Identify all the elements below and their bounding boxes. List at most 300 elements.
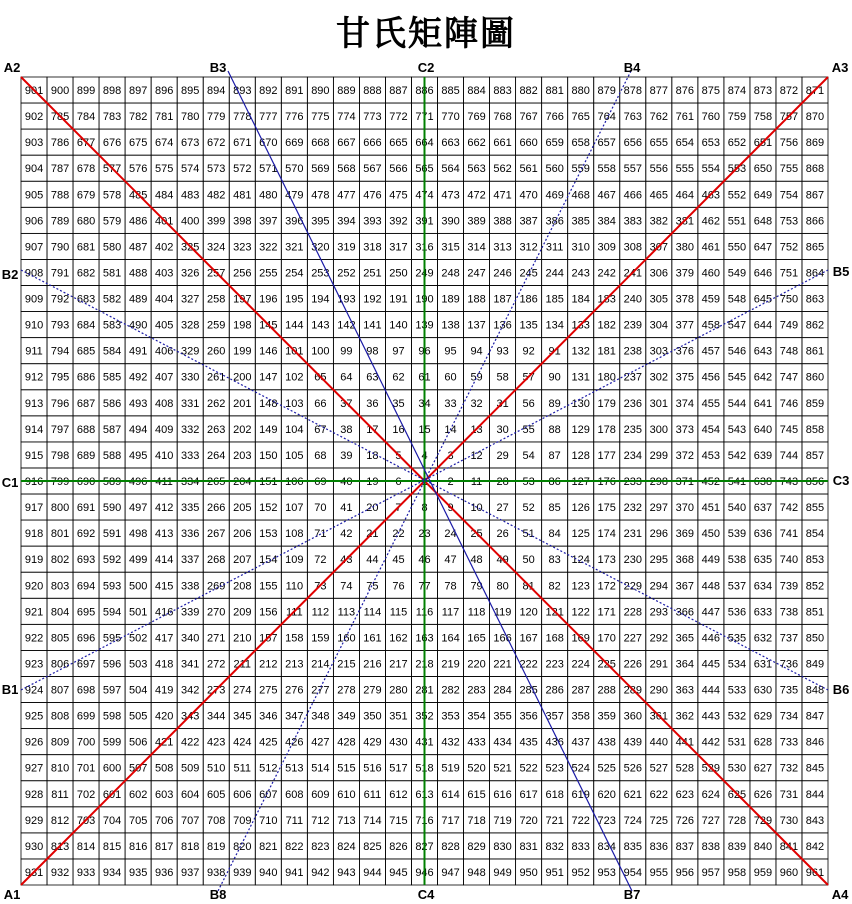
cell-number: 205 [233, 502, 251, 514]
grid-cell [464, 129, 490, 155]
cell-number: 874 [728, 85, 746, 97]
cell-number: 516 [363, 763, 381, 775]
grid-cell [359, 312, 385, 338]
cell-number: 940 [259, 867, 277, 879]
grid-cell [646, 442, 672, 468]
cell-number: 260 [207, 346, 225, 358]
cell-number: 555 [676, 163, 694, 175]
cell-number: 423 [207, 737, 225, 749]
grid-cell [620, 233, 646, 259]
cell-number: 245 [519, 267, 537, 279]
cell-number: 814 [77, 841, 95, 853]
grid-cell [698, 703, 724, 729]
grid-cell [229, 676, 255, 702]
cell-number: 483 [181, 189, 199, 201]
grid-cell [620, 729, 646, 755]
grid-cell [776, 729, 802, 755]
grid-cell [542, 807, 568, 833]
grid-cell [516, 416, 542, 442]
cell-number: 501 [129, 606, 147, 618]
cell-number: 173 [598, 554, 616, 566]
grid-cell [594, 129, 620, 155]
cell-number: 560 [545, 163, 563, 175]
cell-number: 318 [363, 241, 381, 253]
grid-cell [359, 286, 385, 312]
grid-cell [99, 650, 125, 676]
cell-number: 202 [233, 424, 251, 436]
cell-number: 607 [259, 789, 277, 801]
grid-cell [99, 494, 125, 520]
grid-cell [47, 781, 73, 807]
grid-cell [99, 338, 125, 364]
grid-cell [281, 207, 307, 233]
grid-cell [438, 650, 464, 676]
cell-number: 594 [103, 606, 121, 618]
grid-cell [125, 390, 151, 416]
cell-number: 429 [363, 737, 381, 749]
cell-number: 287 [572, 685, 590, 697]
grid-cell [516, 703, 542, 729]
cell-number: 864 [806, 267, 824, 279]
grid-cell [229, 572, 255, 598]
cell-number: 103 [285, 398, 303, 410]
cell-number: 292 [650, 632, 668, 644]
grid-cell [359, 207, 385, 233]
grid-cell [594, 807, 620, 833]
grid-cell [151, 520, 177, 546]
cell-number: 824 [337, 841, 355, 853]
grid-cell [255, 546, 281, 572]
cell-number: 597 [103, 685, 121, 697]
grid-cell [203, 416, 229, 442]
cell-number: 323 [233, 241, 251, 253]
cell-number: 774 [337, 111, 355, 123]
cell-number: 850 [806, 632, 824, 644]
cell-number: 869 [806, 137, 824, 149]
grid-cell [125, 364, 151, 390]
grid-cell [568, 364, 594, 390]
grid-cell [438, 703, 464, 729]
grid-cell [177, 546, 203, 572]
cell-number: 905 [25, 189, 43, 201]
cell-number: 578 [103, 189, 121, 201]
cell-number: 845 [806, 763, 824, 775]
grid-cell [203, 807, 229, 833]
grid-cell [281, 129, 307, 155]
grid-cell [255, 650, 281, 676]
grid-cell [47, 364, 73, 390]
grid-cell [750, 624, 776, 650]
grid-cell [802, 494, 828, 520]
grid-cell [73, 650, 99, 676]
grid-cell [307, 859, 333, 885]
cell-number: 829 [467, 841, 485, 853]
grid-cell [125, 338, 151, 364]
grid-cell [73, 259, 99, 285]
grid-cell [438, 312, 464, 338]
cell-number: 825 [363, 841, 381, 853]
grid-cell [307, 598, 333, 624]
grid-cell [47, 755, 73, 781]
grid-cell [99, 416, 125, 442]
grid-cell [229, 364, 255, 390]
grid-cell [802, 650, 828, 676]
grid-cell [99, 833, 125, 859]
grid-cell [750, 703, 776, 729]
grid-cell [542, 494, 568, 520]
cell-number: 576 [129, 163, 147, 175]
grid-cell [151, 546, 177, 572]
cell-number: 951 [545, 867, 563, 879]
grid-cell [229, 781, 255, 807]
cell-number: 313 [493, 241, 511, 253]
cell-number: 502 [129, 632, 147, 644]
grid-cell [333, 77, 359, 103]
grid-cell [229, 807, 255, 833]
cell-number: 908 [25, 267, 43, 279]
cell-number: 206 [233, 528, 251, 540]
grid-cell [359, 103, 385, 129]
cell-number: 885 [441, 85, 459, 97]
grid-cell [73, 833, 99, 859]
grid-cell [125, 129, 151, 155]
cell-number: 570 [285, 163, 303, 175]
grid-cell [281, 233, 307, 259]
cell-number: 22 [392, 528, 404, 540]
cell-number: 858 [806, 424, 824, 436]
cell-number: 60 [444, 372, 456, 384]
grid-cell [516, 781, 542, 807]
cell-number: 293 [650, 606, 668, 618]
cell-number: 94 [470, 346, 482, 358]
grid-cell [333, 833, 359, 859]
cell-number: 768 [493, 111, 511, 123]
grid-cell [724, 77, 750, 103]
cell-number: 85 [549, 502, 561, 514]
cell-number: 178 [598, 424, 616, 436]
grid-cell [151, 77, 177, 103]
label-b3: B3 [210, 60, 227, 75]
grid-cell [594, 781, 620, 807]
grid-cell [542, 546, 568, 572]
grid-cell [385, 859, 411, 885]
cell-number: 30 [496, 424, 508, 436]
grid-cell [698, 624, 724, 650]
grid-cell [333, 572, 359, 598]
grid-cell [99, 390, 125, 416]
cell-number: 143 [311, 320, 329, 332]
cell-number: 54 [523, 450, 535, 462]
cell-number: 783 [103, 111, 121, 123]
cell-number: 941 [285, 867, 303, 879]
cell-number: 652 [728, 137, 746, 149]
grid-cell [229, 416, 255, 442]
grid-cell [776, 598, 802, 624]
cell-number: 542 [728, 450, 746, 462]
cell-number: 937 [181, 867, 199, 879]
grid-cell [464, 233, 490, 259]
cell-number: 587 [103, 424, 121, 436]
grid-cell [724, 364, 750, 390]
cell-number: 365 [676, 632, 694, 644]
grid-cell [229, 598, 255, 624]
grid-cell [21, 572, 47, 598]
cell-number: 443 [702, 711, 720, 723]
grid-cell [177, 129, 203, 155]
cell-number: 794 [51, 346, 69, 358]
grid-cell [177, 572, 203, 598]
grid-cell [385, 364, 411, 390]
cell-number: 350 [363, 711, 381, 723]
grid-cell [177, 520, 203, 546]
cell-number: 213 [285, 658, 303, 670]
grid-cell [776, 703, 802, 729]
cell-number: 727 [702, 815, 720, 827]
cell-number: 199 [233, 346, 251, 358]
cell-number: 751 [780, 267, 798, 279]
grid-cell [203, 233, 229, 259]
grid-cell [490, 77, 516, 103]
grid-cell [177, 598, 203, 624]
cell-number: 784 [77, 111, 95, 123]
cell-number: 83 [549, 554, 561, 566]
grid-cell [307, 259, 333, 285]
cell-number: 889 [337, 85, 355, 97]
cell-number: 408 [155, 398, 173, 410]
grid-cell [568, 676, 594, 702]
cell-number: 354 [467, 711, 485, 723]
cell-number: 403 [155, 267, 173, 279]
cell-number: 76 [392, 580, 404, 592]
label-a4: A4 [832, 887, 849, 902]
cell-number: 666 [363, 137, 381, 149]
cell-number: 626 [754, 789, 772, 801]
cell-number: 923 [25, 658, 43, 670]
grid-cell [594, 233, 620, 259]
grid-cell [73, 572, 99, 598]
grid-cell [21, 624, 47, 650]
grid-cell [672, 807, 698, 833]
grid-cell [646, 546, 672, 572]
cell-number: 475 [389, 189, 407, 201]
cell-number: 590 [103, 502, 121, 514]
cell-number: 679 [77, 189, 95, 201]
cell-number: 450 [702, 528, 720, 540]
cell-number: 747 [780, 372, 798, 384]
cell-number: 279 [363, 685, 381, 697]
cell-number: 606 [233, 789, 251, 801]
cell-number: 137 [467, 320, 485, 332]
grid-cell [21, 650, 47, 676]
cell-number: 364 [676, 658, 694, 670]
cell-number: 466 [624, 189, 642, 201]
grid-cell [516, 390, 542, 416]
cell-number: 738 [780, 606, 798, 618]
grid-cell [802, 416, 828, 442]
grid-cell [594, 676, 620, 702]
cell-number: 564 [441, 163, 459, 175]
grid-cell [385, 259, 411, 285]
grid-cell [359, 598, 385, 624]
cell-number: 138 [441, 320, 459, 332]
grid-cell [776, 755, 802, 781]
grid-cell [255, 416, 281, 442]
grid-cell [438, 103, 464, 129]
cell-number: 742 [780, 502, 798, 514]
grid-cell [438, 286, 464, 312]
grid-cell [99, 520, 125, 546]
cell-number: 778 [233, 111, 251, 123]
cell-number: 817 [155, 841, 173, 853]
grid-cell [620, 364, 646, 390]
cell-number: 479 [285, 189, 303, 201]
cell-number: 949 [493, 867, 511, 879]
cell-number: 99 [340, 346, 352, 358]
grid-cell [203, 390, 229, 416]
cell-number: 888 [363, 85, 381, 97]
grid-cell [307, 781, 333, 807]
cell-number: 622 [650, 789, 668, 801]
grid-cell [21, 312, 47, 338]
grid-cell [594, 624, 620, 650]
grid-cell [359, 676, 385, 702]
grid-cell [255, 103, 281, 129]
cell-number: 122 [572, 606, 590, 618]
cell-number: 480 [259, 189, 277, 201]
grid-cell [359, 338, 385, 364]
cell-number: 938 [207, 867, 225, 879]
grid-cell [385, 624, 411, 650]
grid-cell [542, 286, 568, 312]
grid-cell [47, 572, 73, 598]
cell-number: 522 [519, 763, 537, 775]
grid-cell [698, 650, 724, 676]
cell-number: 735 [780, 685, 798, 697]
grid-cell [203, 598, 229, 624]
grid-cell [229, 703, 255, 729]
cell-number: 602 [129, 789, 147, 801]
label-b7: B7 [624, 887, 641, 902]
label-a3: A3 [832, 60, 849, 75]
grid-cell [359, 729, 385, 755]
grid-cell [177, 624, 203, 650]
grid-cell [99, 312, 125, 338]
cell-number: 782 [129, 111, 147, 123]
grid-cell [203, 572, 229, 598]
cell-number: 723 [598, 815, 616, 827]
cell-number: 863 [806, 294, 824, 306]
grid-cell [99, 546, 125, 572]
cell-number: 388 [493, 215, 511, 227]
cell-number: 418 [155, 658, 173, 670]
cell-number: 47 [444, 554, 456, 566]
grid-cell [438, 546, 464, 572]
grid-cell [802, 364, 828, 390]
grid-cell [802, 624, 828, 650]
cell-number: 497 [129, 502, 147, 514]
grid-cell [333, 520, 359, 546]
cell-number: 440 [650, 737, 668, 749]
grid-cell [255, 181, 281, 207]
cell-number: 854 [806, 528, 824, 540]
cell-number: 118 [468, 606, 486, 618]
grid-cell [464, 755, 490, 781]
grid-cell [750, 364, 776, 390]
cell-number: 900 [51, 85, 69, 97]
grid-cell [359, 77, 385, 103]
cell-number: 430 [389, 737, 407, 749]
grid-cell [203, 729, 229, 755]
grid-cell [620, 442, 646, 468]
grid-cell [73, 442, 99, 468]
grid-cell [281, 259, 307, 285]
grid-cell [203, 650, 229, 676]
grid-cell [724, 572, 750, 598]
grid-cell [516, 859, 542, 885]
cell-number: 707 [181, 815, 199, 827]
grid-cell [203, 77, 229, 103]
grid-cell [151, 129, 177, 155]
cell-number: 566 [389, 163, 407, 175]
cell-number: 269 [207, 580, 225, 592]
grid-cell [385, 312, 411, 338]
cell-number: 432 [441, 737, 459, 749]
cell-number: 545 [728, 372, 746, 384]
cell-number: 472 [467, 189, 485, 201]
grid-cell [151, 676, 177, 702]
cell-number: 270 [207, 606, 225, 618]
cell-number: 447 [702, 606, 720, 618]
cell-number: 346 [259, 711, 277, 723]
grid-cell [21, 781, 47, 807]
grid-cell [385, 233, 411, 259]
cell-number: 216 [363, 658, 381, 670]
grid-cell [307, 207, 333, 233]
cell-number: 438 [598, 737, 616, 749]
grid-cell [750, 859, 776, 885]
cell-number: 435 [519, 737, 537, 749]
grid-cell [281, 781, 307, 807]
cell-number: 82 [549, 580, 561, 592]
grid-cell [802, 546, 828, 572]
grid-cell [99, 286, 125, 312]
cell-number: 853 [806, 554, 824, 566]
grid-cell [516, 103, 542, 129]
cell-number: 627 [754, 763, 772, 775]
grid-cell [516, 520, 542, 546]
cell-number: 612 [389, 789, 407, 801]
cell-number: 286 [545, 685, 563, 697]
grid-cell [125, 416, 151, 442]
cell-number: 791 [51, 267, 69, 279]
cell-number: 708 [207, 815, 225, 827]
grid-cell [698, 807, 724, 833]
grid-cell [646, 103, 672, 129]
cell-number: 749 [780, 320, 798, 332]
grid-cell [125, 833, 151, 859]
grid-cell [464, 155, 490, 181]
cell-number: 525 [598, 763, 616, 775]
cell-number: 402 [155, 241, 173, 253]
grid-cell [359, 155, 385, 181]
grid-cell [47, 390, 73, 416]
grid-cell [516, 442, 542, 468]
cell-number: 591 [103, 528, 121, 540]
cell-number: 753 [780, 215, 798, 227]
grid-cell [438, 77, 464, 103]
cell-number: 219 [441, 658, 459, 670]
grid-cell [594, 103, 620, 129]
